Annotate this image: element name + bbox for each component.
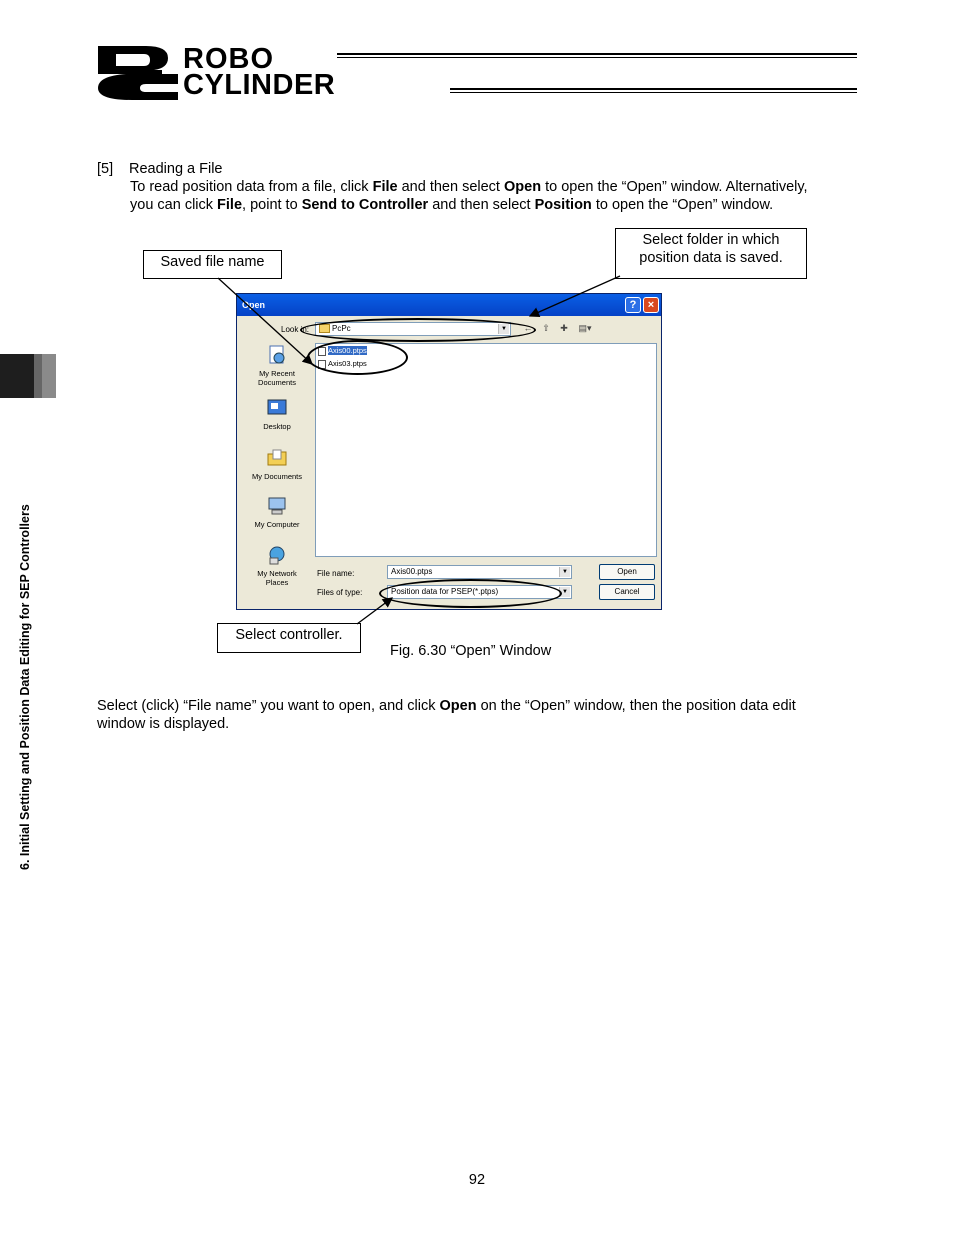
figure-caption: Fig. 6.30 “Open” Window [390,643,552,659]
text-run: you can click [130,197,218,213]
file-item-selected[interactable]: Axis00.ptps [318,346,367,356]
chevron-down-icon: ▼ [498,324,509,334]
callout-saved-file-name: Saved file name [143,250,282,279]
bold-term: Open [439,698,477,714]
close-button[interactable]: × [643,297,659,313]
text-run: , point to [242,197,302,213]
chapter-side-label: 6. Initial Setting and Position Data Editing for SEP Controllers [18,504,32,870]
paragraph-2-line-1 [97,697,796,715]
place-desktop[interactable]: Desktop [246,397,308,431]
new-folder-icon[interactable]: ✚ [560,323,568,333]
text-run: to open the “Open” window. Alternatively, [541,179,808,195]
callout-select-folder: Select folder in which position data is saved. [615,228,807,279]
bold-term: Open [504,179,542,195]
files-of-type-label: Files of type: [317,588,363,597]
page-number: 92 [468,1172,486,1188]
files-of-type-select[interactable]: Position data for PSEP(*.ptps) ▼ [387,585,572,599]
paragraph-2-line-2: window is displayed. [97,716,230,732]
dialog-title: Open [242,300,266,310]
chevron-down-icon: ▼ [559,587,570,597]
look-in-select[interactable]: PcPc ▼ [315,322,511,336]
bold-term: Position [534,197,592,213]
logo-word-cylinder: CYLINDER [183,69,336,101]
back-icon[interactable]: ← [523,323,533,333]
bold-term: Send to Controller [301,197,429,213]
text-run: and then select [428,197,535,213]
file-name-input[interactable]: Axis00.ptps ▼ [387,565,572,579]
section-number: [5] [97,161,114,177]
logo-word-robo: ROBO [183,43,274,75]
up-folder-icon[interactable]: ⇧ [542,323,550,333]
text-run: on the “Open” window, then the position data edit [476,698,796,714]
callout-select-controller: Select controller. [217,623,361,653]
bold-term: File [217,197,243,213]
file-item[interactable]: Axis03.ptps [318,359,367,369]
text-run: to open the “Open” window. [591,197,774,213]
text-run: To read position data from a file, click [130,179,373,195]
place-my-computer[interactable]: My Computer [246,495,308,529]
help-button[interactable]: ? [625,297,641,313]
chevron-down-icon: ▼ [559,567,570,577]
place-my-recent-documents[interactable]: My Recent Documents [246,344,308,387]
text-run: and then select [397,179,504,195]
place-my-documents[interactable]: My Documents [246,447,308,481]
cancel-button[interactable]: Cancel [599,584,655,600]
open-button[interactable]: Open [599,564,655,580]
bold-term: File [372,179,398,195]
view-menu-icon[interactable]: ▤▾ [578,323,592,333]
section-title: Reading a File [129,161,223,177]
file-name-label: File name: [317,569,355,578]
place-my-network-places[interactable]: My Network Places [246,544,308,587]
text-run: Select (click) “File name” you want to open, and click [97,698,440,714]
look-in-label: Look in: [281,325,310,334]
